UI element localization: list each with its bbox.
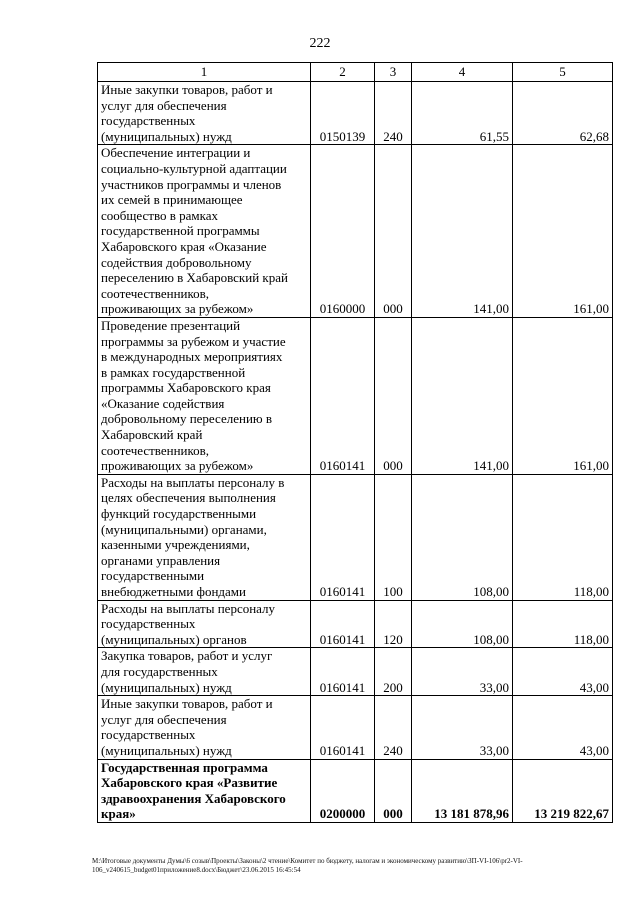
row-description: Закупка товаров, работ и услуг для государственных (муниципальных) нужд xyxy=(98,648,311,696)
row-target-code: 0160141 xyxy=(311,696,375,759)
row-amount-col4: 141,00 xyxy=(412,317,513,474)
table-row xyxy=(98,600,613,648)
column-header: 4 xyxy=(412,63,513,82)
column-header: 2 xyxy=(311,63,375,82)
row-amount-col4: 13 181 878,96 xyxy=(412,759,513,822)
row-expense-type: 000 xyxy=(375,145,412,318)
table-row xyxy=(98,648,613,696)
row-expense-type: 000 xyxy=(375,317,412,474)
row-target-code: 0160141 xyxy=(311,600,375,648)
row-target-code: 0160141 xyxy=(311,474,375,600)
row-amount-col5: 13 219 822,67 xyxy=(513,759,613,822)
row-amount-col5: 62,68 xyxy=(513,82,613,145)
table-row xyxy=(98,145,613,318)
row-description: Государственная программа Хабаровского края «Развитие здравоохранения Хабаровского края» xyxy=(98,759,311,822)
table-header-row xyxy=(98,63,613,82)
row-amount-col5: 161,00 xyxy=(513,317,613,474)
row-description: Иные закупки товаров, работ и услуг для обеспечения государственных (муниципальных) нужд xyxy=(98,696,311,759)
row-amount-col4: 108,00 xyxy=(412,474,513,600)
table-row xyxy=(98,759,613,822)
row-description: Расходы на выплаты персоналу в целях обеспечения выполнения функций государственными (муниципальными) органами, казенными учреждениями, органами управления государственными внебюджетными фондами xyxy=(98,474,311,600)
row-amount-col5: 118,00 xyxy=(513,474,613,600)
column-header: 1 xyxy=(98,63,311,82)
table-row xyxy=(98,317,613,474)
file-path-footer xyxy=(92,857,612,875)
row-expense-type: 000 xyxy=(375,759,412,822)
row-amount-col4: 141,00 xyxy=(412,145,513,318)
row-target-code: 0160141 xyxy=(311,317,375,474)
row-amount-col5: 118,00 xyxy=(513,600,613,648)
row-amount-col4: 61,55 xyxy=(412,82,513,145)
page-number: 222 xyxy=(309,36,331,51)
row-amount-col4: 33,00 xyxy=(412,648,513,696)
row-amount-col4: 108,00 xyxy=(412,600,513,648)
row-description: Расходы на выплаты персоналу государственных (муниципальных) органов xyxy=(98,600,311,648)
row-expense-type: 240 xyxy=(375,82,412,145)
footer-line: M:\Итоговые документы Думы\6 созыв\Проекты\Законы\2 чтение\Комитет по бюджету, налогам и экономическому развитию\ЗП-VI-106\pr2-VI- xyxy=(92,857,523,865)
column-header: 3 xyxy=(375,63,412,82)
row-expense-type: 200 xyxy=(375,648,412,696)
row-amount-col5: 161,00 xyxy=(513,145,613,318)
table-row xyxy=(98,696,613,759)
column-header: 5 xyxy=(513,63,613,82)
row-description: Иные закупки товаров, работ и услуг для обеспечения государственных (муниципальных) нужд xyxy=(98,82,311,145)
row-target-code: 0160000 xyxy=(311,145,375,318)
row-description: Обеспечение интеграции и социально-культурной адаптации участников программы и членов их семей в принимающее сообщество в рамках государственной программы Хабаровского края «Оказание содействия добровольному переселению в Хабаровский край соотечественников, проживающих за рубежом» xyxy=(98,145,311,318)
row-target-code: 0150139 xyxy=(311,82,375,145)
table-row xyxy=(98,474,613,600)
budget-table xyxy=(97,62,613,823)
row-description: Проведение презентаций программы за рубежом и участие в международных мероприятиях в рамках государственной программы Хабаровского края «Оказание содействия добровольному переселению в Хабаровский край соотечественников, проживающих за рубежом» xyxy=(98,317,311,474)
row-target-code: 0200000 xyxy=(311,759,375,822)
row-amount-col4: 33,00 xyxy=(412,696,513,759)
row-target-code: 0160141 xyxy=(311,648,375,696)
row-expense-type: 120 xyxy=(375,600,412,648)
row-amount-col5: 43,00 xyxy=(513,648,613,696)
row-expense-type: 240 xyxy=(375,696,412,759)
row-expense-type: 100 xyxy=(375,474,412,600)
table-row xyxy=(98,82,613,145)
footer-line: 106_v240615_budget01приложение8.docx\Бюджет\23.06.2015 16:45:54 xyxy=(92,866,301,874)
row-amount-col5: 43,00 xyxy=(513,696,613,759)
